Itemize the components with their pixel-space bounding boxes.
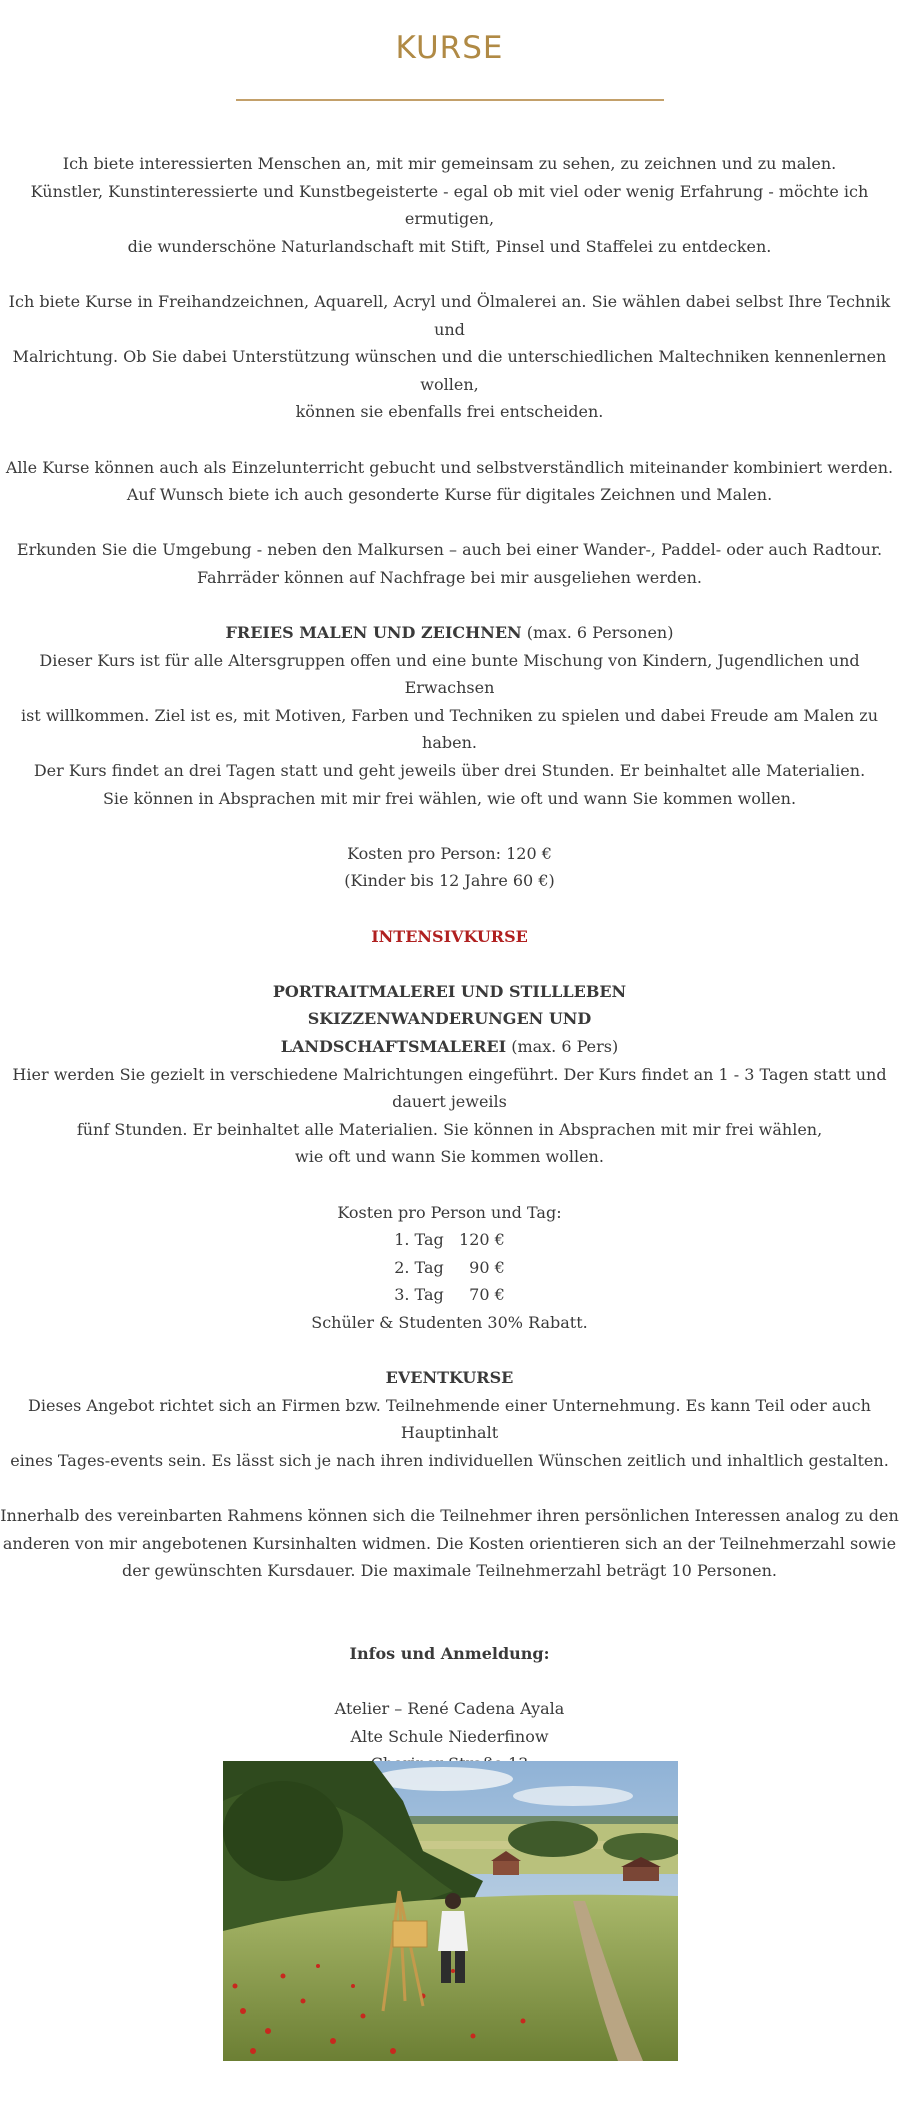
page-title: KURSE — [395, 30, 504, 66]
event-details — [0, 1502, 899, 1585]
combine-line: Alle Kurse können auch als Einzelunterricht gebucht und selbstverständlich miteinander kombiniert werden. — [5, 457, 894, 477]
event-line: eines Tages-events sein. Es lässt sich je nach ihren individuellen Wünschen zeitlich und inhaltlich gestalten. — [10, 1450, 889, 1470]
free-course-line: Dieser Kurs ist für alle Altersgruppen offen und eine bunte Mischung von Kindern, Jugendlichen und Erwachsen — [39, 650, 860, 698]
intensive-heading-line: PORTRAITMALEREI UND STILLLEBEN — [272, 981, 627, 1001]
course-content — [0, 150, 899, 1944]
event-section — [0, 1364, 899, 1474]
contact-heading-paragraph — [0, 1640, 899, 1668]
free-course-prices — [0, 840, 899, 895]
intensive-line: fünf Stunden. Er beinhaltet alle Materialien. Sie können in Absprachen mit mir frei wählen, — [76, 1119, 823, 1139]
price-line: (Kinder bis 12 Jahre 60 €) — [344, 871, 555, 891]
free-course-line: ist willkommen. Ziel ist es, mit Motiven, Farben und Techniken zu spielen und dabei Freude am Malen zu haben. — [20, 705, 879, 753]
price-line: Kosten pro Person: 120 € — [347, 843, 552, 863]
price-line: 1. Tag 120 € — [394, 1230, 505, 1250]
free-course-capacity: (max. 6 Personen) — [521, 623, 674, 643]
intensive-line: wie oft und wann Sie kommen wollen. — [295, 1147, 604, 1167]
event-line: anderen von mir angebotenen Kursinhalten widmen. Die Kosten orientieren sich an der Teilnehmerzahl sowie — [2, 1533, 897, 1553]
landscape-painting-photo — [223, 1761, 678, 2061]
combine-line: Auf Wunsch biete ich auch gesonderte Kurse für digitales Zeichnen und Malen. — [126, 485, 773, 505]
intensive-capacity: (max. 6 Pers) — [506, 1037, 619, 1056]
price-line: 3. Tag 70 € — [394, 1285, 505, 1305]
photo-illustration — [223, 1761, 678, 2061]
techniques-line: Ich biete Kurse in Freihandzeichnen, Aquarell, Acryl und Ölmalerei an. Sie wählen dabei selbst Ihre Technik und — [8, 291, 891, 339]
explore-paragraph — [0, 536, 899, 591]
event-line: Innerhalb des vereinbarten Rahmens können sich die Teilnehmer ihren persönlichen Interessen analog zu den — [0, 1506, 899, 1526]
price-heading: Kosten pro Person und Tag: — [337, 1202, 562, 1222]
contact-heading: Infos und Anmeldung: — [349, 1644, 550, 1664]
intensive-line: Hier werden Sie gezielt in verschiedene Malrichtungen eingeführt. Der Kurs findet an 1 - 3 Tagen statt und dauert jeweils — [12, 1064, 887, 1112]
intensive-heading-line — [0, 1033, 899, 1061]
free-course-section — [0, 619, 899, 812]
free-course-title: FREIES MALEN UND ZEICHNEN — [225, 623, 522, 643]
intro-line: Ich biete interessierten Menschen an, mit mir gemeinsam zu sehen, zu zeichnen und zu malen. — [62, 154, 837, 173]
event-line: der gewünschten Kursdauer. Die maximale Teilnehmerzahl beträgt 10 Personen. — [121, 1561, 778, 1581]
intensive-section — [0, 978, 899, 1171]
event-heading: EVENTKURSE — [385, 1368, 514, 1388]
intensive-heading-last: LANDSCHAFTSMALEREI — [280, 1037, 507, 1056]
explore-line: Erkunden Sie die Umgebung - neben den Malkursen – auch bei einer Wander-, Paddel- oder auch Radtour. — [16, 540, 883, 560]
intro-paragraph — [0, 150, 899, 260]
address-line: Alte Schule Niederfinow — [350, 1726, 549, 1746]
title-divider — [236, 99, 664, 101]
techniques-line: können sie ebenfalls frei entscheiden. — [295, 402, 604, 422]
free-course-line: Der Kurs findet an drei Tagen statt und geht jeweils über drei Stunden. Er beinhaltet alle Materialien. — [33, 761, 866, 781]
free-course-heading — [0, 619, 899, 647]
techniques-line: Malrichtung. Ob Sie dabei Unterstützung wünschen und die unterschiedlichen Maltechniken kennenlernen wollen, — [12, 347, 887, 394]
intro-line: Künstler, Kunstinteressierte und Kunstbegeisterte - egal ob mit viel oder wenig Erfahrung - möchte ich ermutigen, — [30, 181, 869, 229]
address-line: Atelier – René Cadena Ayala — [334, 1699, 565, 1719]
intensive-section-label: INTENSIVKURSE — [371, 926, 528, 946]
explore-line: Fahrräder können auf Nachfrage bei mir ausgeliehen werden. — [197, 567, 702, 587]
intro-line: die wunderschöne Naturlandschaft mit Stift, Pinsel und Staffelei zu entdecken. — [127, 236, 772, 256]
techniques-paragraph — [0, 288, 899, 426]
discount-line: Schüler & Studenten 30% Rabatt. — [311, 1312, 588, 1332]
free-course-line: Sie können in Absprachen mit mir frei wählen, wie oft und wann Sie kommen wollen. — [102, 788, 797, 808]
intensive-heading-line: SKIZZENWANDERUNGEN UND — [307, 1009, 592, 1029]
intensive-label-paragraph — [0, 923, 899, 951]
combine-paragraph — [0, 454, 899, 509]
intensive-prices — [0, 1199, 899, 1337]
event-line: Dieses Angebot richtet sich an Firmen bzw. Teilnehmende einer Unternehmung. Es kann Teil oder auch Hauptinhalt — [28, 1395, 871, 1443]
price-line: 2. Tag 90 € — [394, 1257, 505, 1277]
